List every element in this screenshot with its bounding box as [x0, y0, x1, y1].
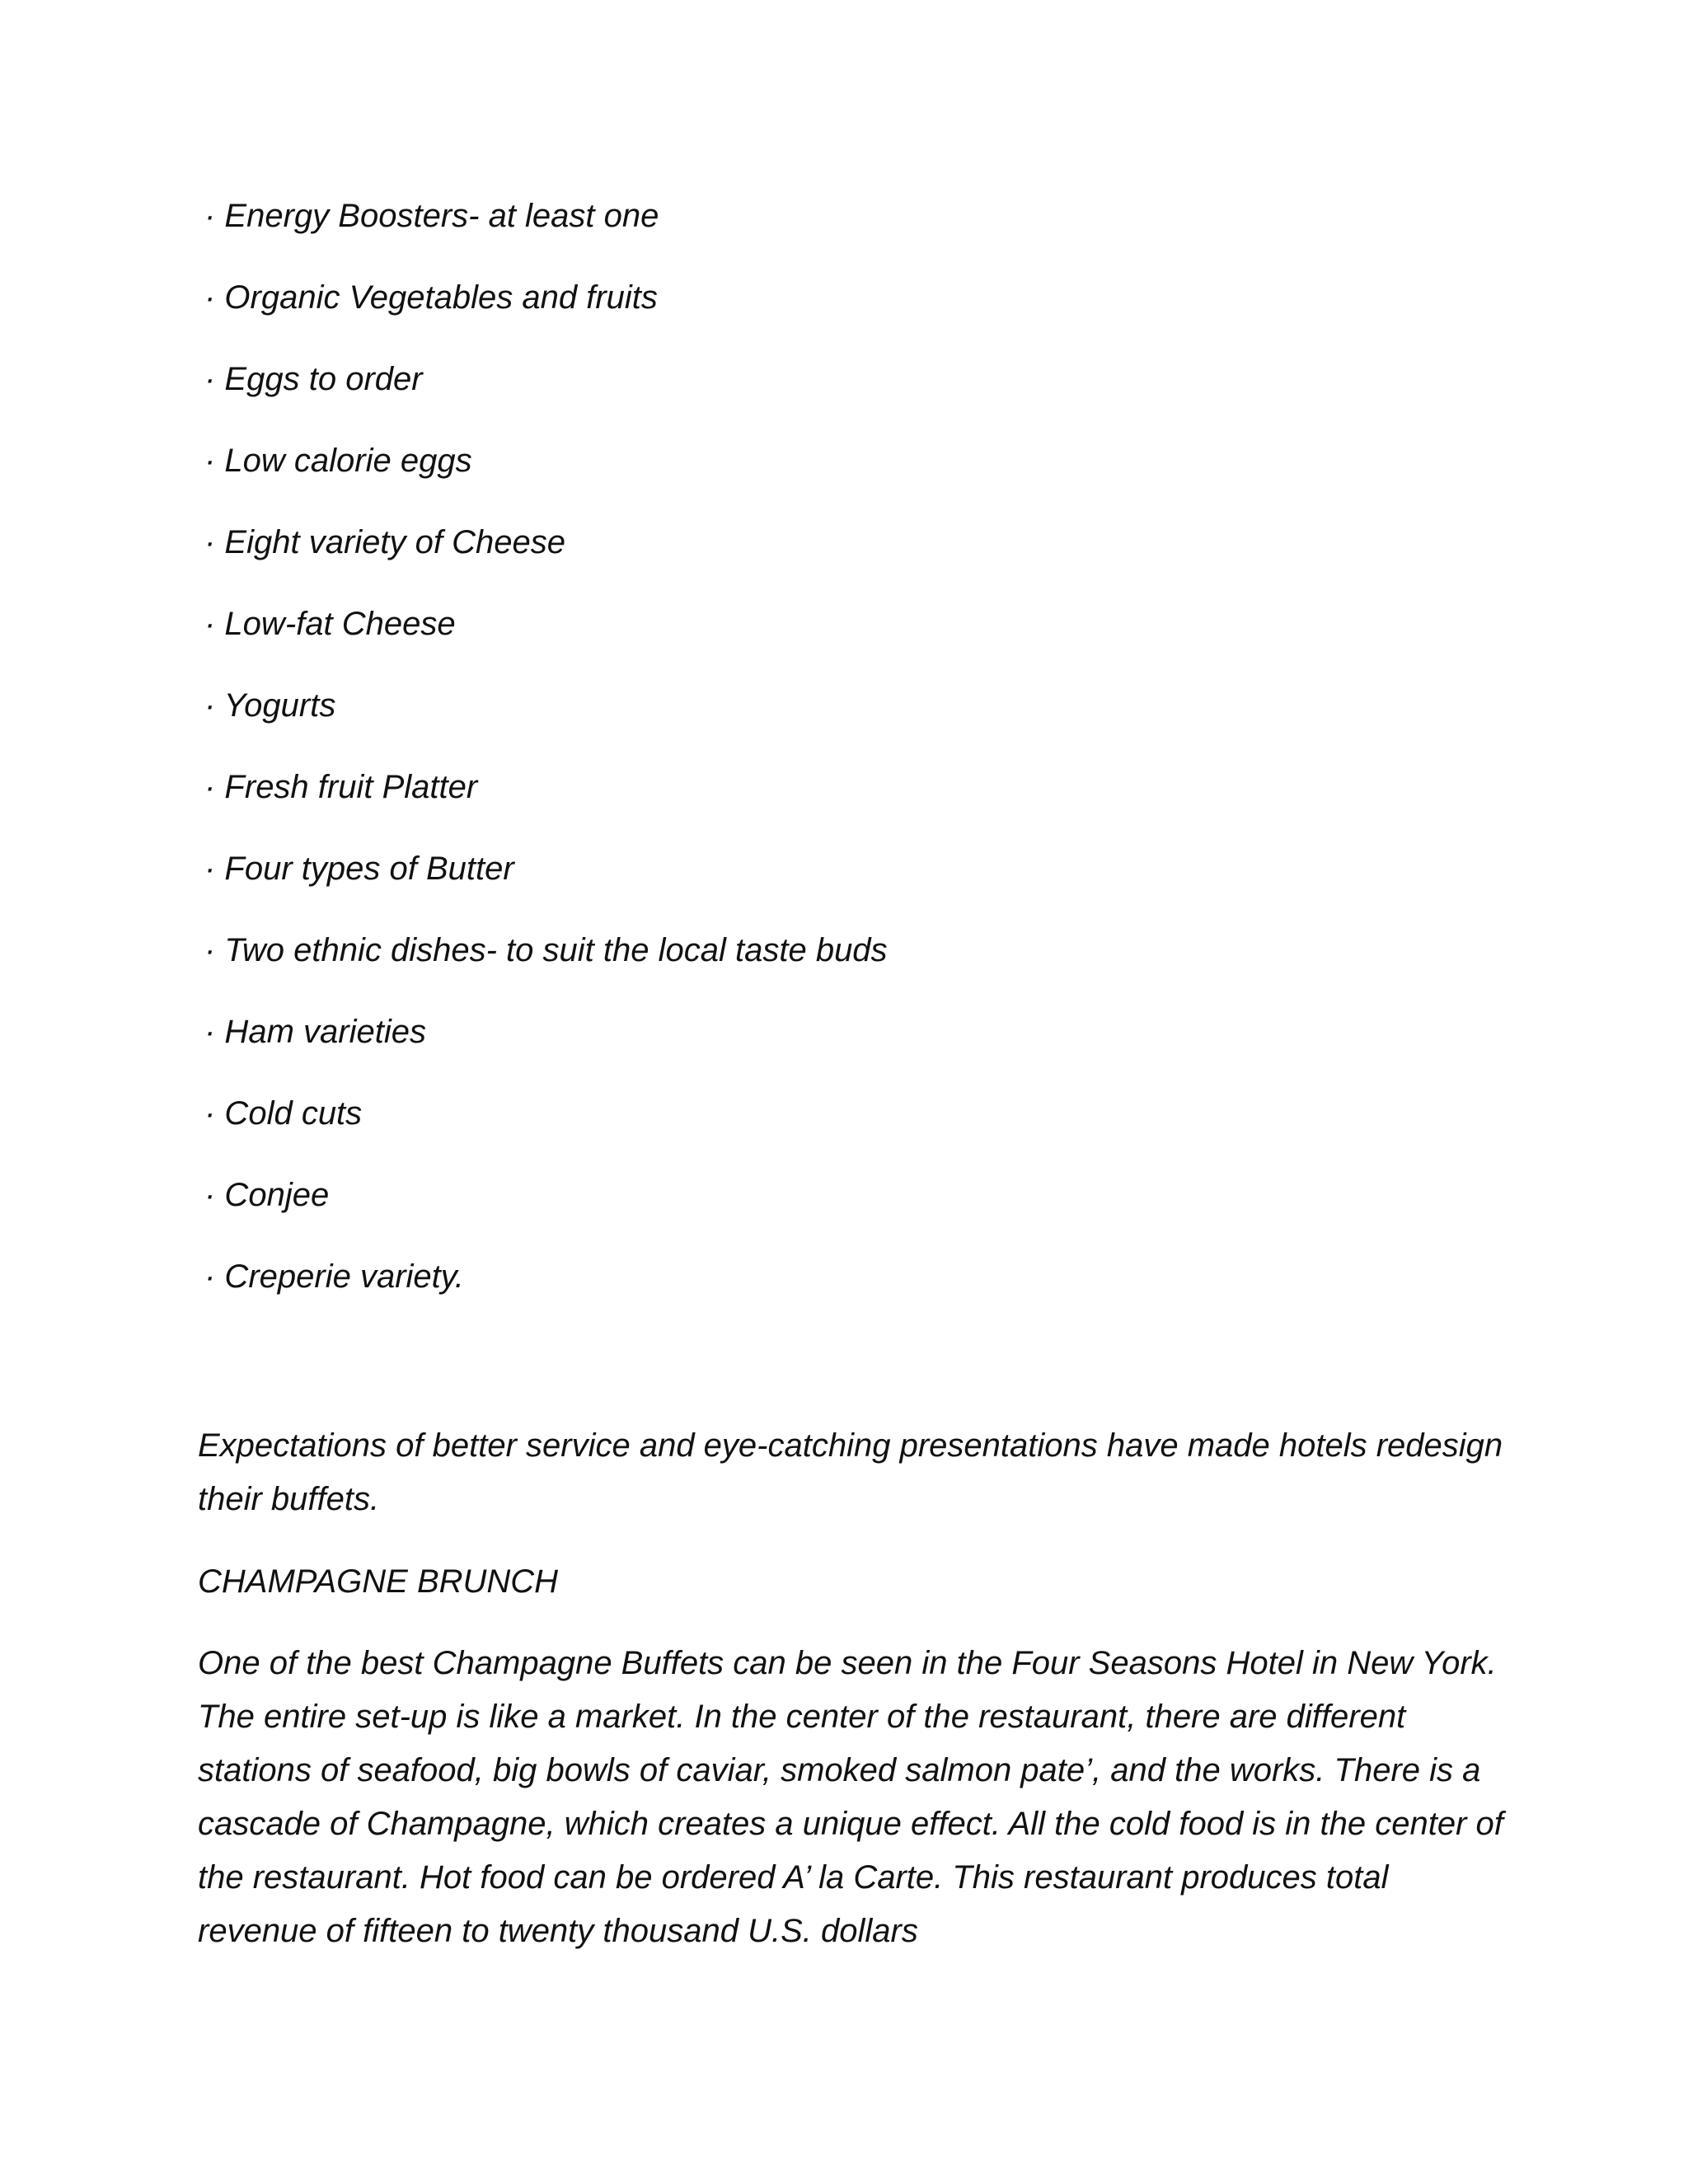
list-item: · Fresh fruit Platter [204, 769, 478, 805]
section-heading: CHAMPAGNE BRUNCH [198, 1563, 559, 1600]
list-item: · Eggs to order [204, 361, 423, 397]
list-item: · Cold cuts [204, 1095, 363, 1132]
list-item: · Creperie variety. [204, 1258, 464, 1295]
list-item: · Low-fat Cheese [204, 606, 456, 642]
list-item: · Two ethnic dishes- to suit the local taste buds [204, 932, 888, 968]
list-item: · Organic Vegetables and fruits [204, 279, 658, 316]
list-item: · Conjee [204, 1177, 330, 1213]
list-item: · Ham varieties [204, 1014, 426, 1050]
buffet-items-list [204, 196, 1523, 1338]
champagne-brunch-paragraph: One of the best Champagne Buffets can be seen in the Four Seasons Hotel in New York. The entire set-up is like a market. In the center of the restaurant, there are different stations of seafood, big bowls of caviar, smoked salmon pate’, and the works. There is a cascade of Champagne, which creates a unique effect. All the cold food is in the center of the restaurant. Hot food can be ordered A’ la Carte. This restaurant produces total revenue of fifteen to twenty thousand U.S. dollars [198, 1645, 1503, 1949]
list-item: · Energy Boosters- at least one [204, 198, 659, 234]
list-item: · Eight variety of Cheese [204, 524, 565, 560]
list-item: · Low calorie eggs [204, 443, 472, 479]
list-item: · Four types of Butter [204, 851, 514, 887]
buffet-redesign-paragraph: Expectations of better service and eye-catching presentations have made hotels redesign their buffets. [198, 1427, 1503, 1517]
list-item: · Yogurts [204, 687, 336, 724]
